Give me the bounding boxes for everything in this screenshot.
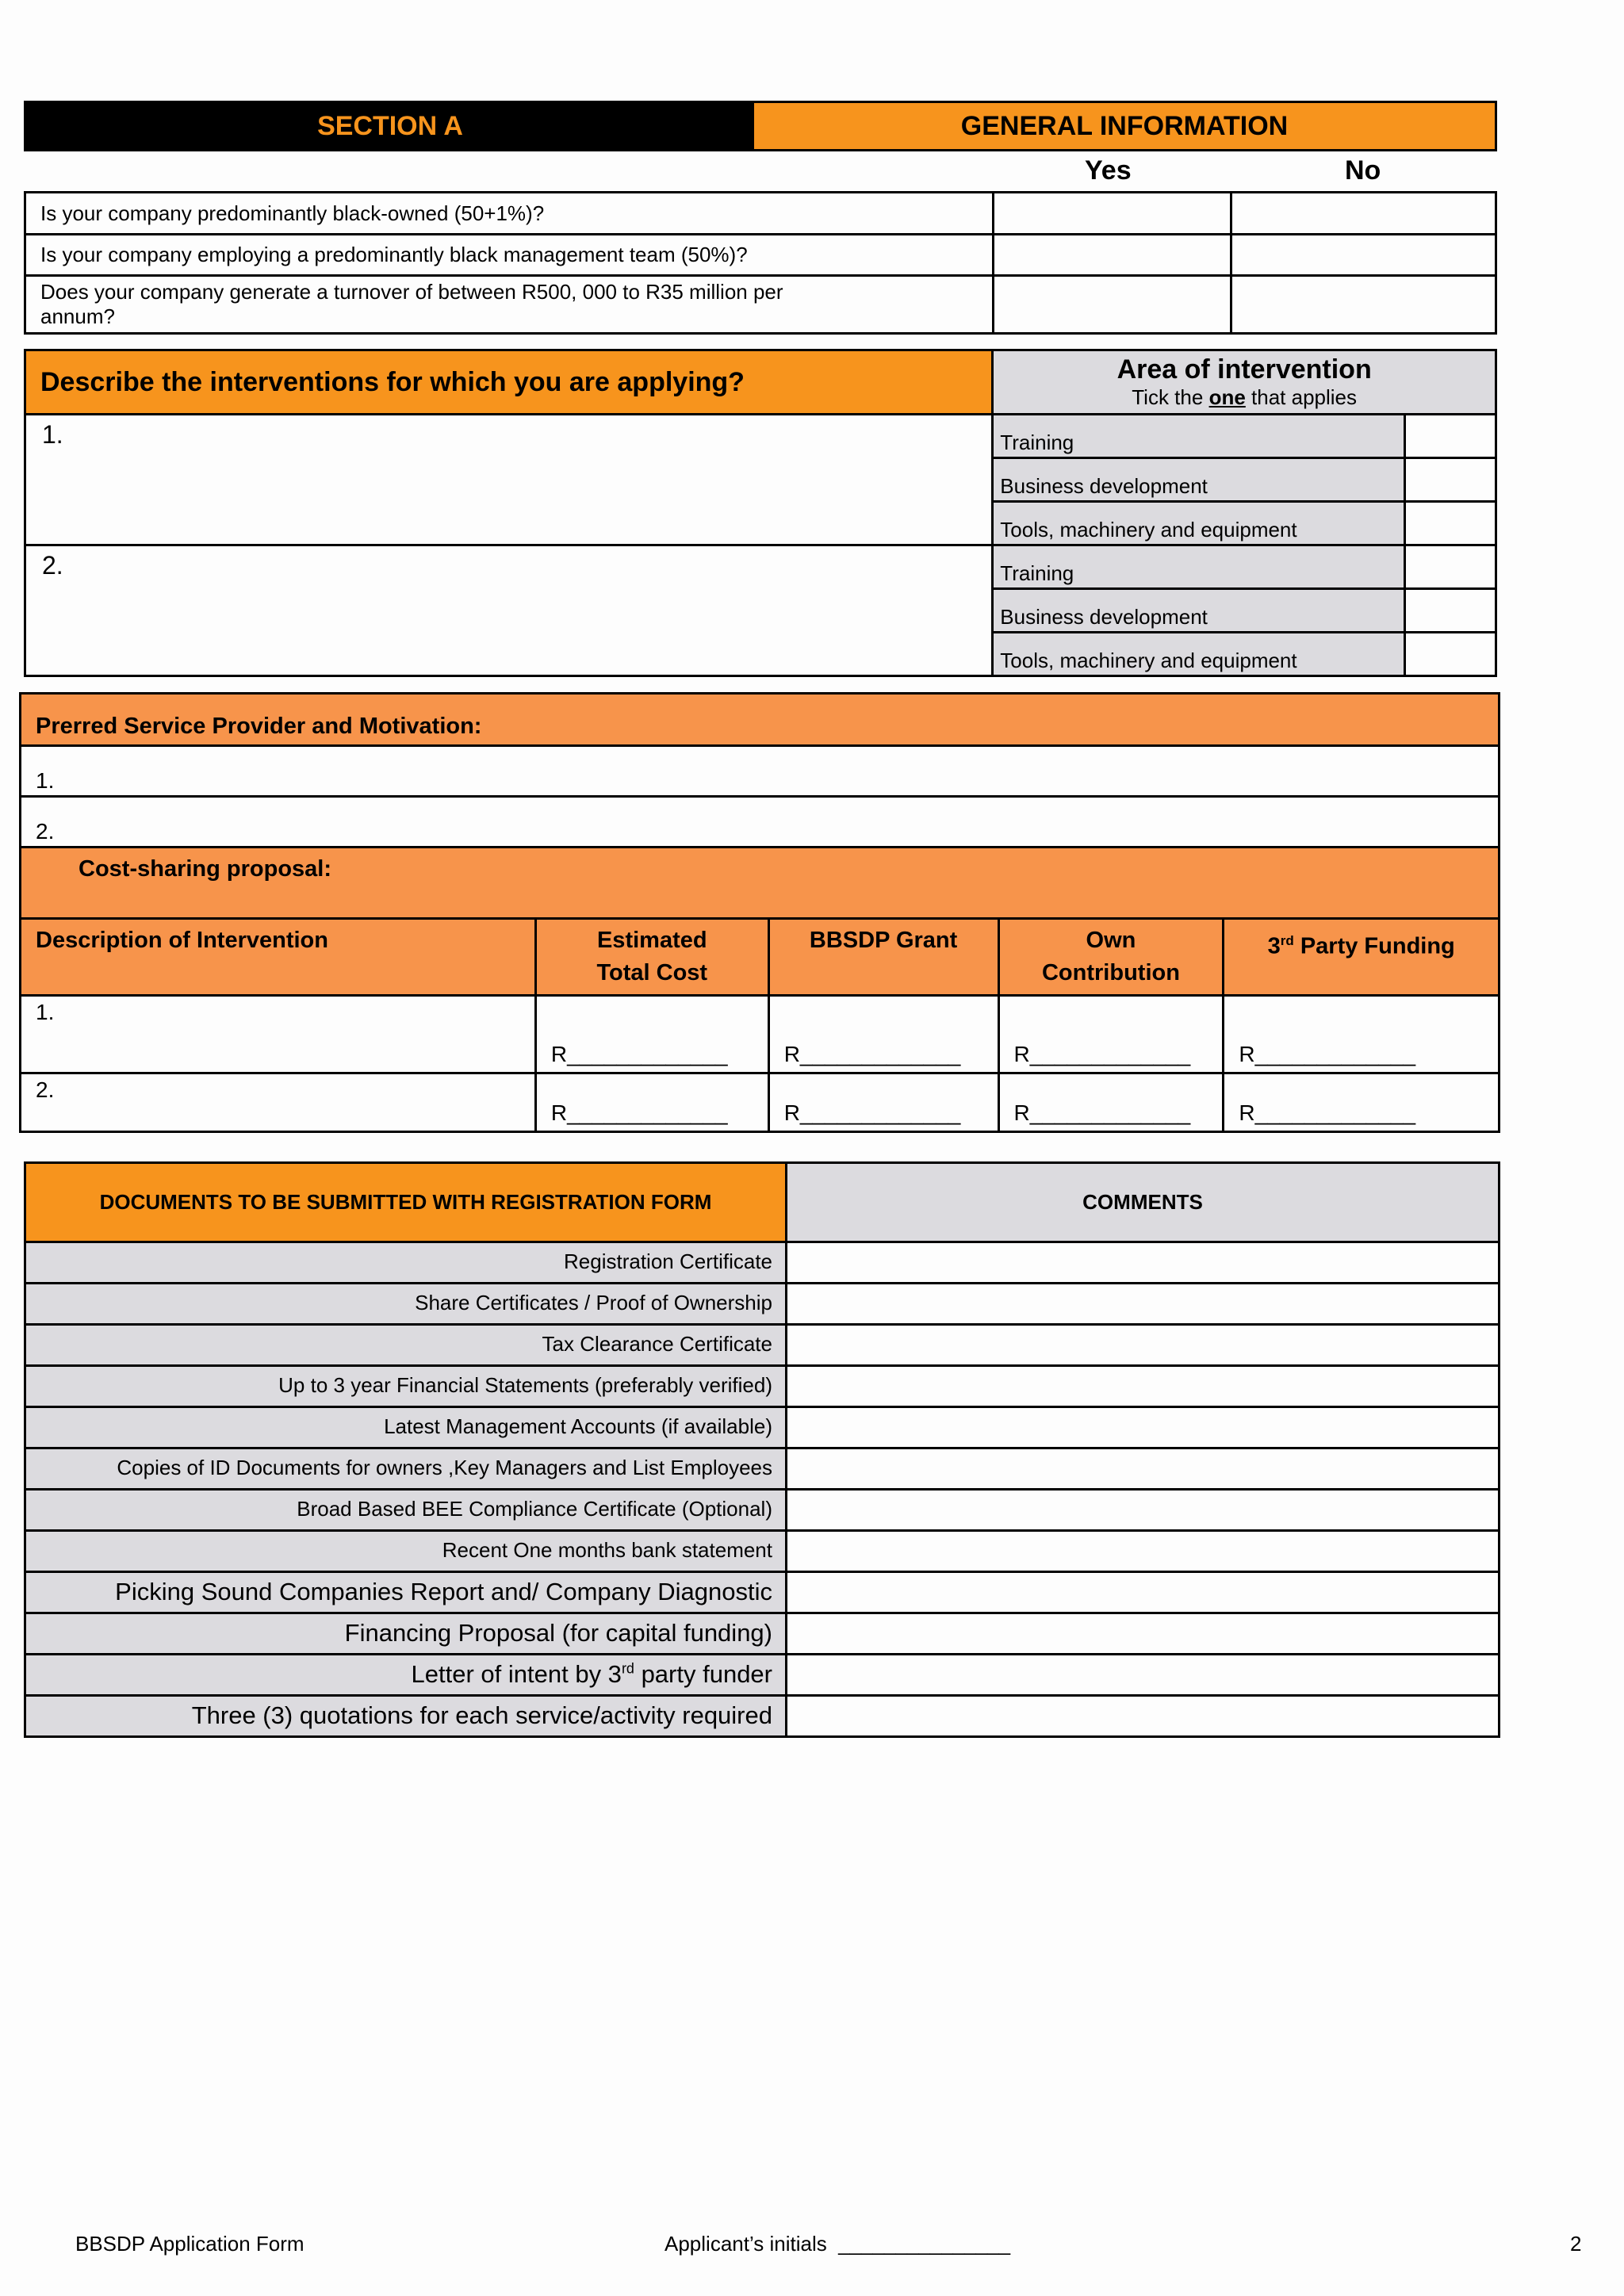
- col-description: Description of Intervention: [21, 919, 536, 996]
- provider-heading: Prerred Service Provider and Motivation:: [21, 694, 1500, 746]
- own-contribution-field[interactable]: R_____________: [998, 996, 1224, 1073]
- document-row: [25, 1407, 1500, 1448]
- comment-field[interactable]: [787, 1531, 1500, 1572]
- no-column-label: No: [1345, 155, 1381, 186]
- tick-box[interactable]: [1405, 545, 1496, 589]
- document-label: Picking Sound Companies Report and/ Company Diagnostic: [25, 1572, 787, 1613]
- col-third-party-funding: 3rd Party Funding: [1224, 919, 1500, 996]
- comment-field[interactable]: [787, 1448, 1500, 1490]
- tick-box[interactable]: [1405, 589, 1496, 633]
- question-row: [25, 193, 1496, 235]
- cost-row-description[interactable]: 2.: [21, 1073, 536, 1132]
- document-row: [25, 1572, 1500, 1613]
- area-of-intervention-header: [993, 350, 1496, 415]
- area-option-tools: Tools, machinery and equipment: [993, 633, 1405, 676]
- estimated-cost-field[interactable]: R_____________: [535, 1073, 768, 1132]
- col-own-contribution: Own Contribution: [998, 919, 1224, 996]
- document-label: Three (3) quotations for each service/activity required: [25, 1696, 787, 1737]
- document-row: [25, 1242, 1500, 1284]
- comment-field[interactable]: [787, 1325, 1500, 1366]
- yes-checkbox[interactable]: [994, 276, 1231, 334]
- general-info-table: [24, 191, 1497, 335]
- no-checkbox[interactable]: [1231, 235, 1496, 276]
- area-title: Area of intervention: [1116, 354, 1372, 385]
- yes-checkbox[interactable]: [994, 235, 1231, 276]
- area-option-tools: Tools, machinery and equipment: [993, 502, 1405, 545]
- cost-row-description[interactable]: 1.: [21, 996, 536, 1073]
- document-row: [25, 1490, 1500, 1531]
- col-estimated-total-cost: Estimated Total Cost: [535, 919, 768, 996]
- area-option-training: Training: [993, 415, 1405, 458]
- third-party-field[interactable]: R_____________: [1224, 1073, 1500, 1132]
- document-label: Letter of intent by 3rd party funder: [25, 1655, 787, 1696]
- document-label: Broad Based BEE Compliance Certificate (Optional): [25, 1490, 787, 1531]
- tick-box[interactable]: [1405, 415, 1496, 458]
- third-party-field[interactable]: R_____________: [1224, 996, 1500, 1073]
- no-checkbox[interactable]: [1231, 276, 1496, 334]
- document-row: [25, 1613, 1500, 1655]
- comment-field[interactable]: [787, 1613, 1500, 1655]
- page-number: 2: [1570, 2232, 1582, 2256]
- area-option-business-development: Business development: [993, 458, 1405, 502]
- tick-box[interactable]: [1405, 633, 1496, 676]
- document-label: Latest Management Accounts (if available): [25, 1407, 787, 1448]
- comment-field[interactable]: [787, 1407, 1500, 1448]
- intervention-number: 1.: [42, 420, 63, 449]
- document-label: Tax Clearance Certificate: [25, 1325, 787, 1366]
- tick-instruction: Tick the one that applies: [1132, 385, 1358, 409]
- comment-field[interactable]: [787, 1490, 1500, 1531]
- comment-field[interactable]: [787, 1655, 1500, 1696]
- document-row: [25, 1448, 1500, 1490]
- document-label: Financing Proposal (for capital funding): [25, 1613, 787, 1655]
- grant-field[interactable]: R_____________: [768, 1073, 998, 1132]
- question-row: [25, 276, 1496, 334]
- tick-box[interactable]: [1405, 458, 1496, 502]
- question-row: [25, 235, 1496, 276]
- footer-initials: Applicant’s initials _______________: [665, 2232, 1011, 2256]
- intervention-1-field[interactable]: [25, 415, 993, 545]
- provider-line-1[interactable]: 1.: [21, 746, 1500, 797]
- comment-field[interactable]: [787, 1696, 1500, 1737]
- document-label: Up to 3 year Financial Statements (preferably verified): [25, 1366, 787, 1407]
- document-label: Copies of ID Documents for owners ,Key Managers and List Employees: [25, 1448, 787, 1490]
- comments-heading: COMMENTS: [787, 1163, 1500, 1242]
- question-text: Is your company employing a predominantly black management team (50%)?: [25, 235, 994, 276]
- interventions-heading: Describe the interventions for which you are applying?: [25, 350, 993, 415]
- document-label: Recent One months bank statement: [25, 1531, 787, 1572]
- yes-checkbox[interactable]: [994, 193, 1231, 235]
- question-text: Does your company generate a turnover of between R500, 000 to R35 million per annum?: [25, 276, 994, 334]
- section-header: [24, 101, 1497, 151]
- no-checkbox[interactable]: [1231, 193, 1496, 235]
- document-row: [25, 1655, 1500, 1696]
- section-label: SECTION A: [26, 103, 754, 149]
- own-contribution-field[interactable]: R_____________: [998, 1073, 1224, 1132]
- interventions-table: [24, 349, 1497, 677]
- area-option-business-development: Business development: [993, 589, 1405, 633]
- provider-line-2[interactable]: 2.: [21, 797, 1500, 848]
- comment-field[interactable]: [787, 1242, 1500, 1284]
- provider-cost-table: [19, 692, 1500, 1133]
- cost-row: [21, 1073, 1500, 1132]
- comment-field[interactable]: [787, 1572, 1500, 1613]
- intervention-number: 2.: [42, 551, 63, 580]
- cost-sharing-heading: Cost-sharing proposal:: [21, 848, 1500, 919]
- document-label: Registration Certificate: [25, 1242, 787, 1284]
- comment-field[interactable]: [787, 1284, 1500, 1325]
- estimated-cost-field[interactable]: R_____________: [535, 996, 768, 1073]
- document-row: [25, 1284, 1500, 1325]
- grant-field[interactable]: R_____________: [768, 996, 998, 1073]
- documents-table: [24, 1161, 1500, 1738]
- yes-column-label: Yes: [1085, 155, 1132, 186]
- comment-field[interactable]: [787, 1366, 1500, 1407]
- document-row: [25, 1696, 1500, 1737]
- question-text: Is your company predominantly black-owned (50+1%)?: [25, 193, 994, 235]
- col-bbsdp-grant: BBSDP Grant: [768, 919, 998, 996]
- document-row: [25, 1325, 1500, 1366]
- cost-row: [21, 996, 1500, 1073]
- footer-form-name: BBSDP Application Form: [75, 2232, 304, 2256]
- area-option-training: Training: [993, 545, 1405, 589]
- section-title: GENERAL INFORMATION: [754, 103, 1495, 149]
- tick-box[interactable]: [1405, 502, 1496, 545]
- document-row: [25, 1531, 1500, 1572]
- intervention-2-field[interactable]: [25, 545, 993, 676]
- document-label: Share Certificates / Proof of Ownership: [25, 1284, 787, 1325]
- document-row: [25, 1366, 1500, 1407]
- documents-heading: DOCUMENTS TO BE SUBMITTED WITH REGISTRATION FORM: [25, 1163, 787, 1242]
